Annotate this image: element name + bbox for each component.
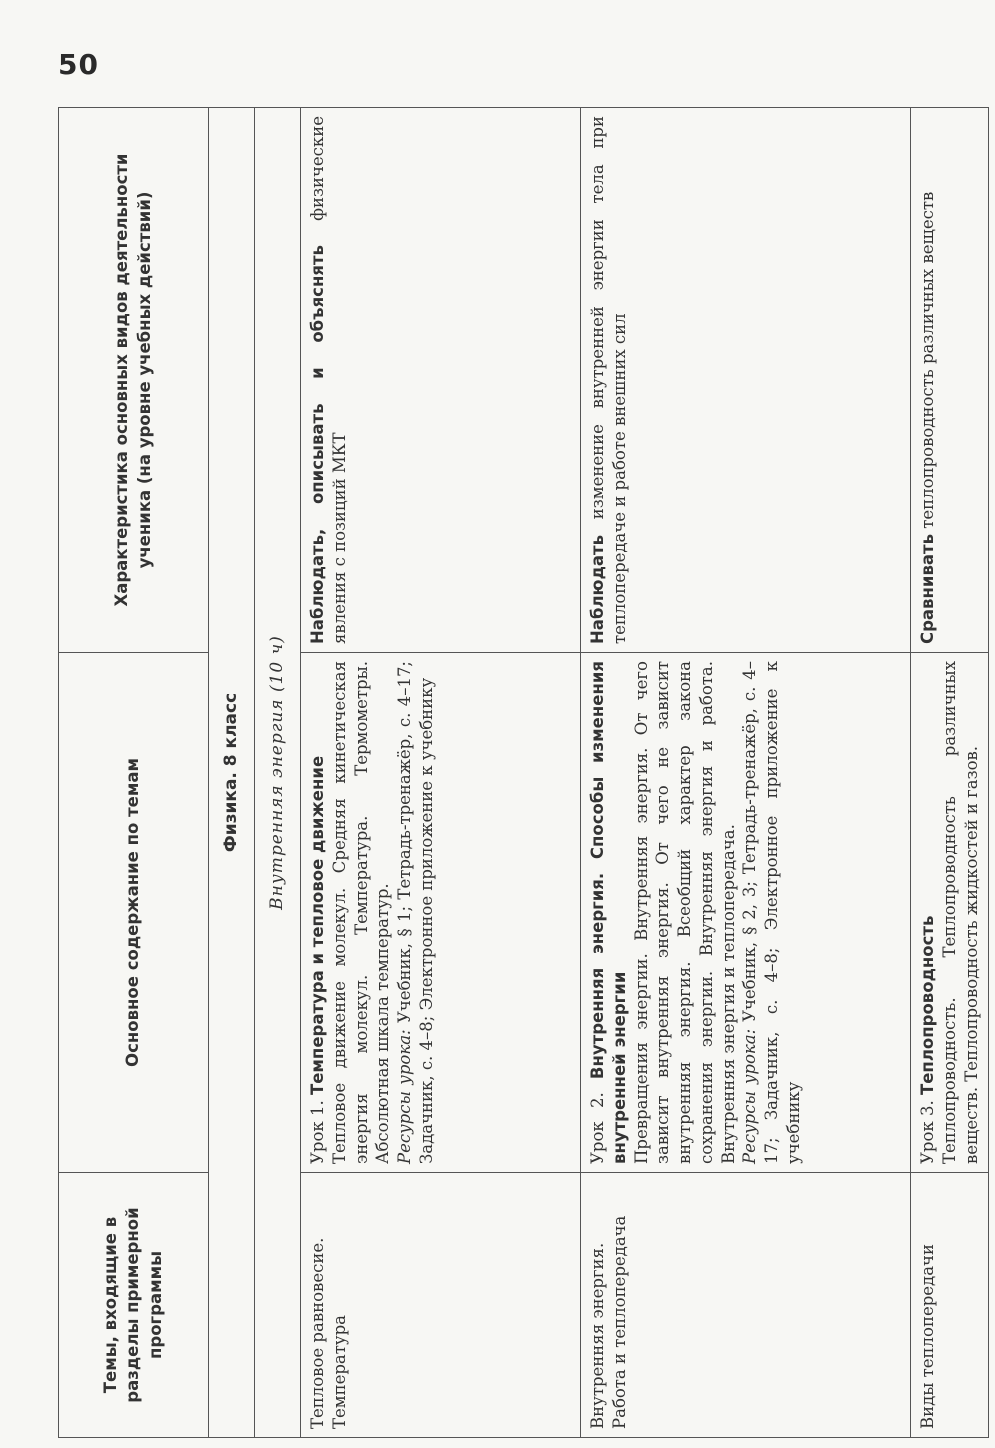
topic-cell: Тепловое равновесие. Температура <box>301 1173 581 1438</box>
resources-label: Ресурсы урока: <box>395 1029 415 1164</box>
lesson-prefix: Урок 3. <box>918 1100 937 1164</box>
lesson-title: Внутренняя энергия. Способы изменения внутренней энергии <box>588 661 629 1164</box>
table-row <box>301 108 581 1438</box>
table-row <box>911 108 989 1438</box>
activity-verb: Наблюдать <box>588 534 607 644</box>
page-number: 50 <box>58 48 99 81</box>
section-title: Внутренняя энергия (10 ч) <box>255 108 301 1438</box>
activity-verb: Сравнивать <box>918 533 937 644</box>
activity-verb: Наблюдать, описывать и объяснять <box>308 245 327 644</box>
topic-cell: Виды теплопередачи <box>911 1173 989 1438</box>
resources-text: Учебник, § 1; Тетрадь-тренажёр, с. 4–17; Задачник, с. 4–8; Электронное приложение к учебнику <box>395 661 436 1164</box>
program-table-wrapper <box>58 108 981 1438</box>
program-table <box>58 107 989 1438</box>
section-row <box>255 108 301 1438</box>
activity-cell <box>301 108 581 653</box>
resources-text: Учебник, § 2, 3; Тетрадь-тренажёр, с. 4–17; Задачник, с. 4–8; Электронное приложение к учебнику <box>740 661 803 1164</box>
program-table-rotated <box>58 108 981 1438</box>
header-row <box>59 108 209 1438</box>
header-activity: Характеристика основных видов деятельности ученика (на уровне учебных действий) <box>59 108 209 653</box>
topic-cell: Внутренняя энергия. Работа и теплопередача <box>581 1173 911 1438</box>
content-cell <box>911 653 989 1173</box>
activity-text: теплопроводность различных веществ <box>918 191 937 529</box>
table-row <box>581 108 911 1438</box>
lesson-content: Теплопроводность. Теплопроводность различных веществ. Теплопроводность жидкостей и газов. <box>939 661 981 1164</box>
lesson-content: Превращения энергии. Внутренняя энергия. От чего зависит внутренняя энергия. От чего не зависит внутренняя энергия. Всеобщий характер закона сохранения энергии. Внутренняя энергия и работа. Внутренняя энергия и теплопередача. <box>631 661 738 1164</box>
lesson-title: Теплопроводность <box>918 915 937 1096</box>
lesson-title: Температура и тепловое движение <box>308 755 327 1096</box>
content-cell <box>301 653 581 1173</box>
resources-label: Ресурсы урока: <box>740 1028 760 1164</box>
activity-text: изменение внутренней энергии тела при теплопередаче и работе внешних сил <box>588 116 629 644</box>
lesson-prefix: Урок 1. <box>308 1100 327 1164</box>
activity-text: физические явления с позиций МКТ <box>308 116 349 644</box>
lesson-content: Тепловое движение молекул. Средняя кинетическая энергия молекул. Температура. Термометры. Абсолютная шкала температур. <box>329 661 393 1164</box>
content-cell <box>581 653 911 1173</box>
activity-cell <box>911 108 989 653</box>
class-row <box>209 108 255 1438</box>
header-content: Основное содержание по темам <box>59 653 209 1173</box>
class-title: Физика. 8 класс <box>209 108 255 1438</box>
lesson-prefix: Урок 2. <box>588 1092 607 1164</box>
activity-cell <box>581 108 911 653</box>
header-topics: Темы, входящие в разделы примерной программы <box>59 1173 209 1438</box>
